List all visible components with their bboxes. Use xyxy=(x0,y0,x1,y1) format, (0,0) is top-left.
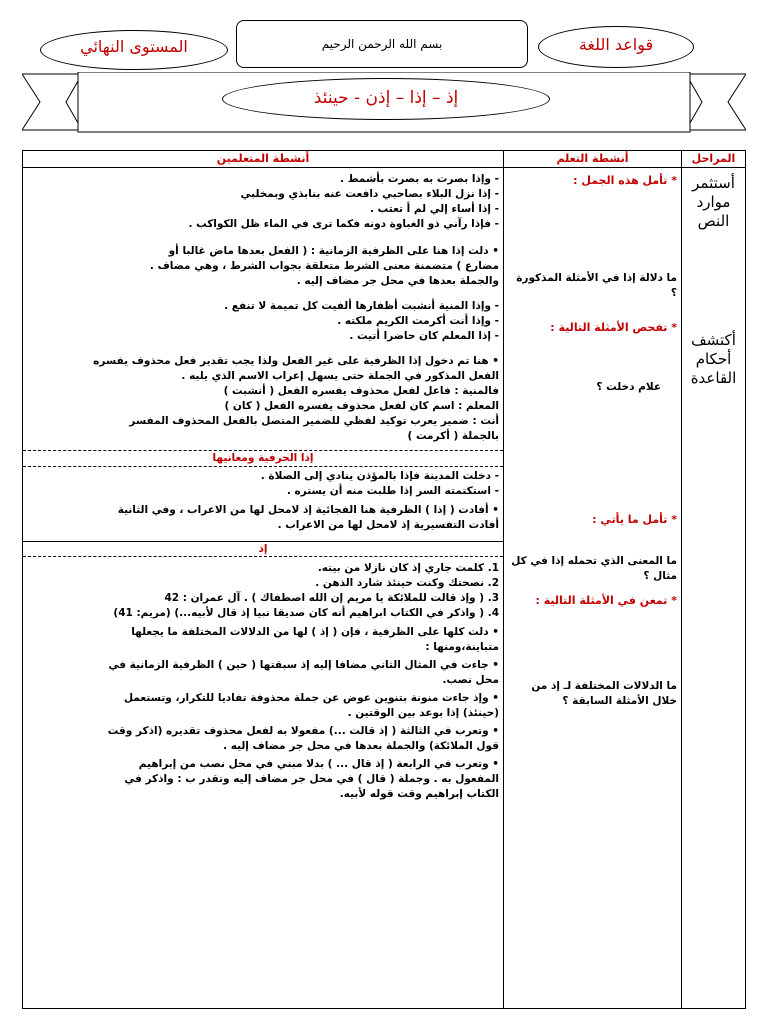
activity-1-question: ما دلالة إذا في الأمثلة المذكورة ؟ xyxy=(516,272,677,299)
level-oval xyxy=(40,30,228,70)
rule-line: فالمنية : فاعل لفعل محذوف يفسره الفعل ( أنشبت ) xyxy=(223,385,499,397)
activity-4-question: ما الدلالات المختلفة لـ إذ من خلال الأمثلة السابقة ؟ xyxy=(531,680,677,707)
example-line: - إذا نزل البلاء بصاحبي دافعت عنه بنابذي وبمخلبي xyxy=(240,188,499,200)
section-heading-idh: إذ xyxy=(23,541,503,557)
basmala-box xyxy=(236,20,528,68)
numbered-example: 2. نصحتك وكنت حينئذ شارد الذهن . xyxy=(315,577,499,589)
example-line: - دخلت المدينة فإذا بالمؤذن ينادي إلى الصلاة . xyxy=(260,470,499,482)
rule-line: • وإذ جاءت منونة بتنوين عوض عن جملة محذوفة تفاديا للتكرار، وتستعمل xyxy=(124,692,499,704)
rule-line: أفادت التفسيرية إذ لامحل لها من الاعراب . xyxy=(277,519,499,531)
rule-line: • هنا تم دخول إذا الظرفية على غير الفعل ولذا يجب تقدير فعل محذوف يفسره xyxy=(93,355,499,367)
rule-line: أنت : ضمير يعرب توكيد لفظي للضمير المتصل بالفعل المحذوف المفسر xyxy=(129,415,499,427)
section-heading-idha-particle: إذا الحرفية ومعانيها xyxy=(23,450,503,466)
activities-column xyxy=(504,168,682,1009)
example-line: - فإذا رآني ذو الغباوة دونه فكما ترى في الماء ظل الكواكب . xyxy=(188,218,499,230)
numbered-example: 3. ( وإذ قالت للملائكة يا مريم إن الله اصطفاك ) . آل عمران : 42 xyxy=(164,592,499,604)
activity-4-heading: * تمعن في الأمثلة التالية : xyxy=(535,594,677,607)
idh-examples-block xyxy=(23,561,503,621)
activity-1-heading: * تأمل هذه الجمل : xyxy=(573,174,677,187)
activity-3-heading: * تأمل ما يأتي : xyxy=(592,513,677,526)
example-line: - إذا أساء إلي لم أ تعتب . xyxy=(370,203,499,215)
rule-line: • أفادت ( إذا ) الظرفية هنا الفجائية إذ لامحل لها من الاعراب ، وفي الثانية xyxy=(117,504,499,516)
rule-line: • دلت إذا هنا على الظرفية الزمانية : ( الفعل بعدها ماض غالبا أو xyxy=(168,245,499,257)
rule-line: • جاءت في المثال الثاني مضافا إليه إذ سبقتها ( حين ) الظرفية الزمانية في xyxy=(108,659,499,671)
activity-3-question: ما المعنى الذي تحمله إذا في كل مثال ؟ xyxy=(511,555,677,582)
idha-particle-examples-block xyxy=(23,466,503,533)
example-line: - إذا المعلم كان حاضرا أتيت . xyxy=(349,330,499,342)
rule-line: متباينة،ومنها : xyxy=(425,641,499,653)
rule-line: • وتعرب في الرابعة ( إذ قال ... ) بدلا مبني في محل نصب من إبراهيم xyxy=(138,758,499,770)
rule-line: المفعول به . وجملة ( قال ) في محل جر مضاف إليه وتقدر ب : واذكر في xyxy=(124,773,499,785)
learner-activities-column xyxy=(23,168,504,1009)
rule-line: الكتاب إبراهيم وقت قوله لأبيه. xyxy=(339,788,499,800)
example-line: - وإذا بصرت به بصرت بأشمط . xyxy=(340,173,499,185)
header-stages: المراحل xyxy=(682,151,746,168)
table-header-row xyxy=(23,151,746,168)
subject-title: قواعد اللغة xyxy=(578,35,654,54)
rule-line: الفعل المذكور في الجملة حتى يسهل إعراب الاسم الذي يليه . xyxy=(181,370,499,382)
rule-line: • وتعرب في الثالثة ( إذ قالت ...) مفعولا به لفعل محذوف تقديره (اذكر وقت xyxy=(107,725,499,737)
idha-rule-block xyxy=(23,244,503,289)
rule-line: (حينئذ) إذا بوعد بين الوقتين . xyxy=(347,707,499,719)
lesson-table xyxy=(22,150,746,1009)
rule-line: • دلت كلها على الظرفية ، فإن ( إذ ) لها من الدلالات المختلفة ما يجعلها xyxy=(131,626,499,638)
stages-column xyxy=(682,168,746,1009)
rule-line: بالجملة ( أكرمت ) xyxy=(407,430,499,442)
example-line: - استكتمته السر إذا طلبت منه أن يستره . xyxy=(286,485,499,497)
header-learner: أنشطة المتعلمين xyxy=(23,151,504,168)
activity-2-question: علام دخلت ؟ xyxy=(596,381,661,393)
rule-line: المعلم : اسم كان لفعل محذوف يفسره الفعل ( كان ) xyxy=(224,400,499,412)
rule-line: والجملة بعدها في محل جر مضاف إليه . xyxy=(296,275,499,287)
subject-oval xyxy=(538,26,694,68)
lesson-title: إذ – إذا – إذن - حينئذ xyxy=(313,88,459,108)
numbered-example: 1. كلمت جاري إذ كان نازلا من بيته. xyxy=(317,562,499,574)
numbered-example: 4. ( واذكر في الكتاب ابراهيم أنه كان صديقا نبيا إذ قال لأبيه...) (مريم: 41) xyxy=(113,607,499,619)
idh-rules-block xyxy=(23,625,503,802)
idha-noun-examples-block xyxy=(23,299,503,344)
idha-noun-rule-block xyxy=(23,354,503,444)
rule-line: محل نصب. xyxy=(442,674,499,686)
table-body-row xyxy=(23,168,746,1009)
lesson-header xyxy=(0,0,768,150)
rule-line: مضارع ) متضمنة معنى الشرط متعلقة بجواب الشرط ، وهي مضاف . xyxy=(149,260,499,272)
example-line: - وإذا المنية أنشبت أظفارها ألفيت كل تميمة لا تنفع . xyxy=(224,300,499,312)
rule-line: قول الملائكة) والجملة بعدها في محل جر مضاف إليه . xyxy=(223,740,499,752)
basmala: بسم الله الرحمن الرحيم xyxy=(321,37,443,51)
lesson-title-oval xyxy=(222,78,550,120)
header-activities: أنشطة التعلم xyxy=(504,151,682,168)
stage-discover: أكتشف أحكام القاعدة xyxy=(690,331,737,387)
stage-invest: أستثمر موارد النص xyxy=(692,174,735,230)
activity-2-heading: * تفحص الأمثلة التالية : xyxy=(550,321,677,334)
example-line: - وإذا أنت أكرمت الكريم ملكته . xyxy=(337,315,499,327)
idha-examples-block xyxy=(23,172,503,232)
level-title: المستوى النهائي xyxy=(80,37,188,56)
